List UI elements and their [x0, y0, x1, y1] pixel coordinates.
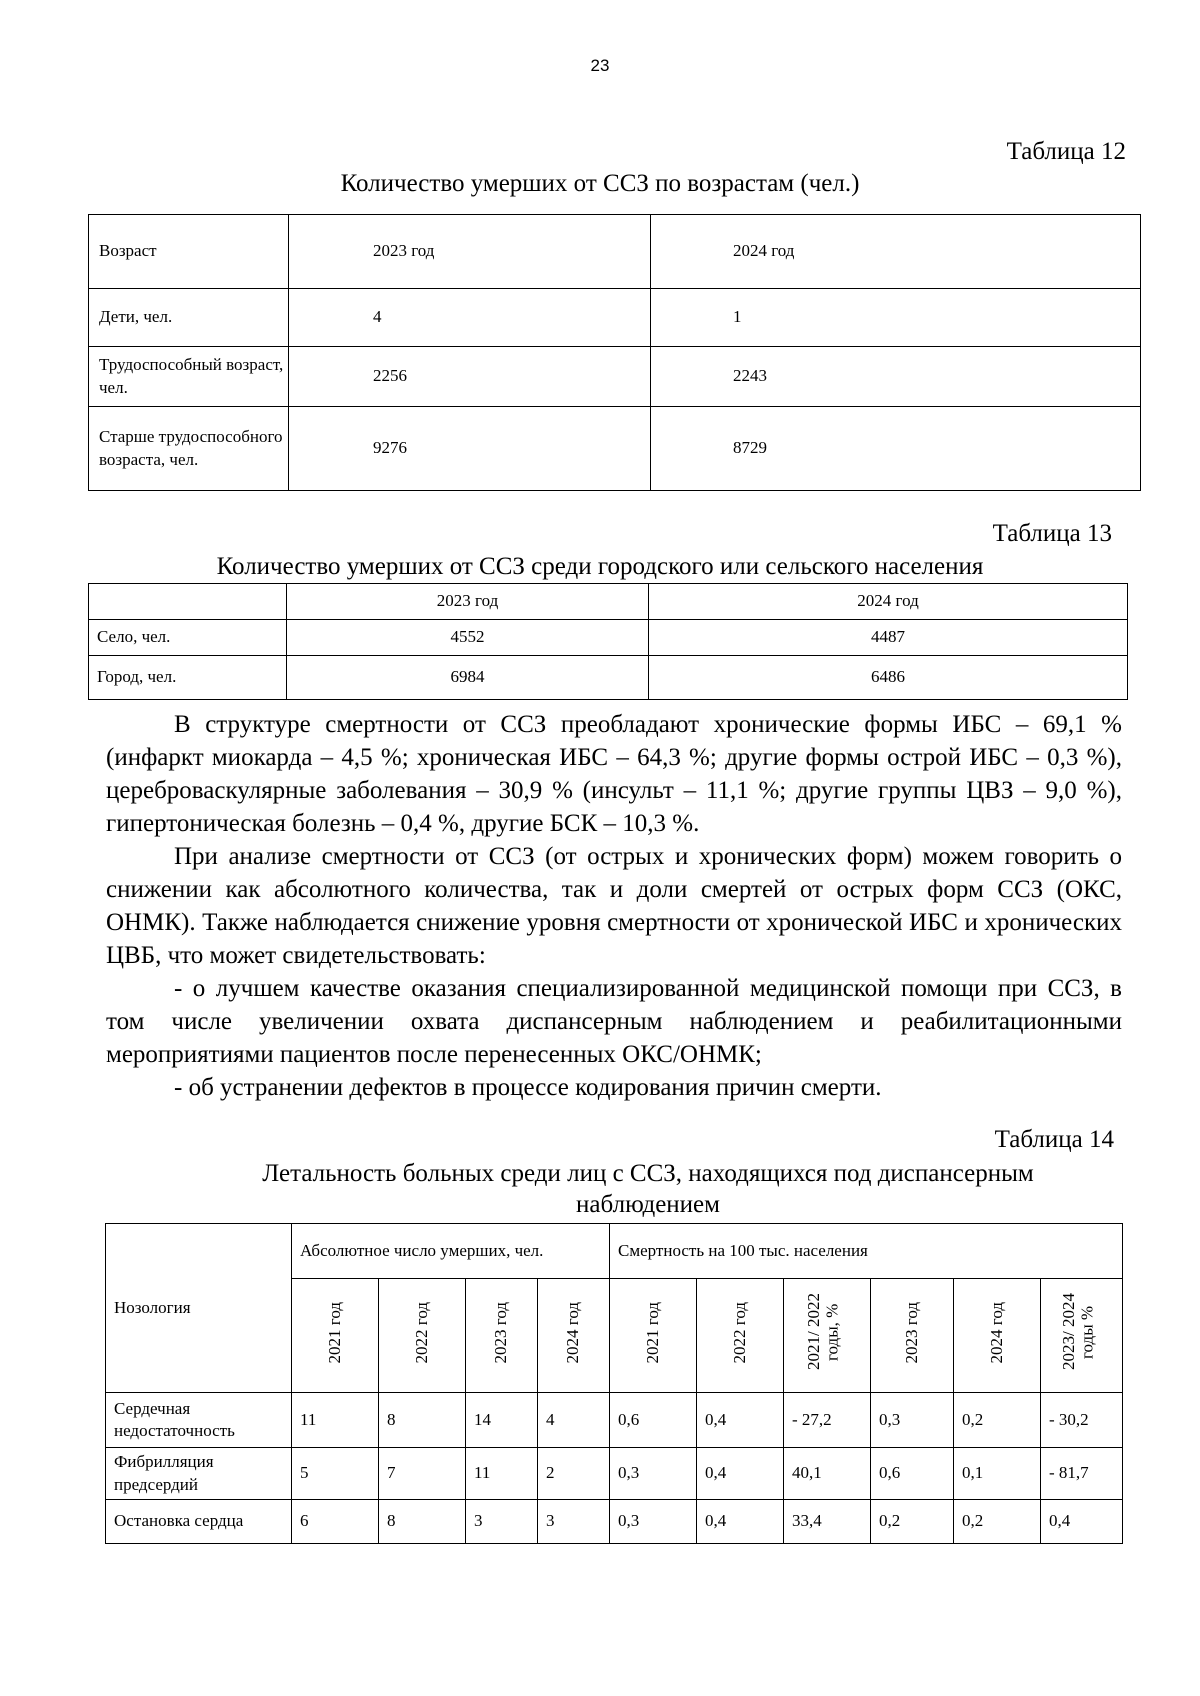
table-header	[610, 1279, 697, 1393]
table-header	[1041, 1279, 1123, 1393]
vertical-header: 2021/ 2022 годы, %	[804, 1293, 842, 1371]
vertical-header: 2021 год	[642, 1301, 662, 1364]
table-cell: 8	[379, 1393, 466, 1448]
vertical-header: 2023 год	[491, 1301, 511, 1364]
table-cell: 8729	[651, 407, 1141, 491]
table-cell: 9276	[289, 407, 651, 491]
table-cell: 33,4	[784, 1500, 871, 1544]
table12	[88, 214, 1141, 491]
vertical-header: 2021 год	[324, 1301, 344, 1364]
table-cell: 14	[466, 1393, 538, 1448]
vertical-header: 2024 год	[563, 1301, 583, 1364]
table-cell: 3	[466, 1500, 538, 1544]
vertical-header: 2023/ 2024 годы %	[1058, 1293, 1097, 1371]
table-row	[89, 620, 1128, 656]
page-number: 23	[590, 56, 610, 75]
table-cell: 2243	[651, 347, 1141, 407]
table-cell: 4552	[287, 620, 649, 656]
body-text	[106, 708, 1122, 1104]
table-cell: 0,4	[697, 1448, 784, 1500]
table-cell: - 81,7	[1041, 1448, 1123, 1500]
table-cell: 2	[538, 1448, 610, 1500]
table-cell: 11	[466, 1448, 538, 1500]
table14-title: Летальность больных среди лиц с ССЗ, находящихся под диспансерным наблюдением	[262, 1160, 1034, 1218]
table-cell: 6486	[649, 656, 1128, 700]
vertical-header: 2022 год	[729, 1301, 749, 1364]
table-header: 2024 год	[649, 584, 1128, 620]
table-row	[89, 584, 1128, 620]
table-cell: 0,2	[871, 1500, 954, 1544]
table-cell: 5	[292, 1448, 379, 1500]
vertical-header: 2024 год	[986, 1301, 1006, 1364]
table-header	[954, 1279, 1041, 1393]
paragraph: При анализе смертности от ССЗ (от острых и хронических форм) можем говорить о снижении как абсолютного количества, так и доли смертей от острых форм ССЗ (ОКС, ОНМК). Также наблюдается снижение уровня смертности от хронической ИБС и хронических ЦВБ, что может свидетельствовать:	[106, 843, 1122, 969]
table-cell: 7	[379, 1448, 466, 1500]
table-header	[697, 1279, 784, 1393]
table-cell: Дети, чел.	[89, 289, 289, 347]
table12-title: Количество умерших от ССЗ по возрастам (чел.)	[340, 170, 860, 197]
table-cell: 0,6	[871, 1448, 954, 1500]
table-cell: 0,2	[954, 1393, 1041, 1448]
table12-label: Таблица 12	[1006, 138, 1126, 165]
table-cell: 4	[289, 289, 651, 347]
table-row	[106, 1393, 1123, 1448]
table-row	[106, 1500, 1123, 1544]
table-header	[538, 1279, 610, 1393]
table-cell: 0,2	[954, 1500, 1041, 1544]
table-row	[89, 347, 1141, 407]
table-header: Смертность на 100 тыс. населения	[610, 1224, 1123, 1279]
table13-title: Количество умерших от ССЗ среди городского или сельского населения	[216, 553, 984, 580]
table-cell: 0,3	[871, 1393, 954, 1448]
table-header: 2023 год	[289, 215, 651, 289]
table-header	[292, 1279, 379, 1393]
table-cell: 0,4	[697, 1500, 784, 1544]
table13	[88, 583, 1128, 700]
vertical-header: 2023 год	[901, 1301, 921, 1364]
table-row	[89, 407, 1141, 491]
table13-label: Таблица 13	[992, 520, 1112, 547]
table-cell: 0,3	[610, 1500, 697, 1544]
table-cell: 0,1	[954, 1448, 1041, 1500]
paragraph: - о лучшем качестве оказания специализированной медицинской помощи при ССЗ, в том числе увеличении охвата диспансерным наблюдением и реабилитационными мероприятиями пациентов после перенесенных ОКС/ОНМК;	[106, 975, 1122, 1068]
table-header	[871, 1279, 954, 1393]
table-header	[379, 1279, 466, 1393]
table-header: 2023 год	[287, 584, 649, 620]
table-cell: 0,3	[610, 1448, 697, 1500]
table-cell: - 27,2	[784, 1393, 871, 1448]
vertical-header: 2022 год	[411, 1301, 431, 1364]
table-cell: Город, чел.	[89, 656, 287, 700]
table-cell: Село, чел.	[89, 620, 287, 656]
table-cell: - 30,2	[1041, 1393, 1123, 1448]
table-cell: 4487	[649, 620, 1128, 656]
table-cell: 2256	[289, 347, 651, 407]
table-cell: 0,4	[697, 1393, 784, 1448]
paragraph: - об устранении дефектов в процессе кодирования причин смерти.	[174, 1074, 882, 1101]
table-header: Нозология	[106, 1224, 292, 1393]
table-header: Возраст	[89, 215, 289, 289]
table-cell: 1	[651, 289, 1141, 347]
table-row	[89, 215, 1141, 289]
table-cell: 0,6	[610, 1393, 697, 1448]
table-row	[106, 1224, 1123, 1279]
table-cell: 40,1	[784, 1448, 871, 1500]
table-row	[106, 1448, 1123, 1500]
table-cell: Старше трудоспособного возраста, чел.	[89, 407, 289, 491]
table-cell: 4	[538, 1393, 610, 1448]
table-cell: 3	[538, 1500, 610, 1544]
table-cell: Фибрилляция предсердий	[106, 1448, 292, 1500]
table-header	[466, 1279, 538, 1393]
table14	[105, 1223, 1123, 1544]
paragraph: В структуре смертности от ССЗ преобладают хронические формы ИБС – 69,1 % (инфаркт миокарда – 4,5 %; хроническая ИБС – 64,3 %; другие формы острой ИБС – 0,3 %), цереброваскулярные заболевания – 30,9 % (инсульт – 11,1 %; другие группы ЦВЗ – 9,0 %), гипертоническая болезнь – 0,4 %, другие БСК – 10,3 %.	[106, 711, 1122, 837]
table-cell: 11	[292, 1393, 379, 1448]
table14-label: Таблица 14	[994, 1126, 1114, 1153]
table-cell: Трудоспособный возраст, чел.	[89, 347, 289, 407]
table-row	[89, 289, 1141, 347]
table-cell: 6	[292, 1500, 379, 1544]
table-cell: Сердечная недостаточность	[106, 1393, 292, 1448]
table-cell: 0,4	[1041, 1500, 1123, 1544]
table-header	[784, 1279, 871, 1393]
table-row	[89, 656, 1128, 700]
table-header	[89, 584, 287, 620]
table-cell: 6984	[287, 656, 649, 700]
table-header: 2024 год	[651, 215, 1141, 289]
table-header: Абсолютное число умерших, чел.	[292, 1224, 610, 1279]
table-cell: Остановка сердца	[106, 1500, 292, 1544]
table-cell: 8	[379, 1500, 466, 1544]
